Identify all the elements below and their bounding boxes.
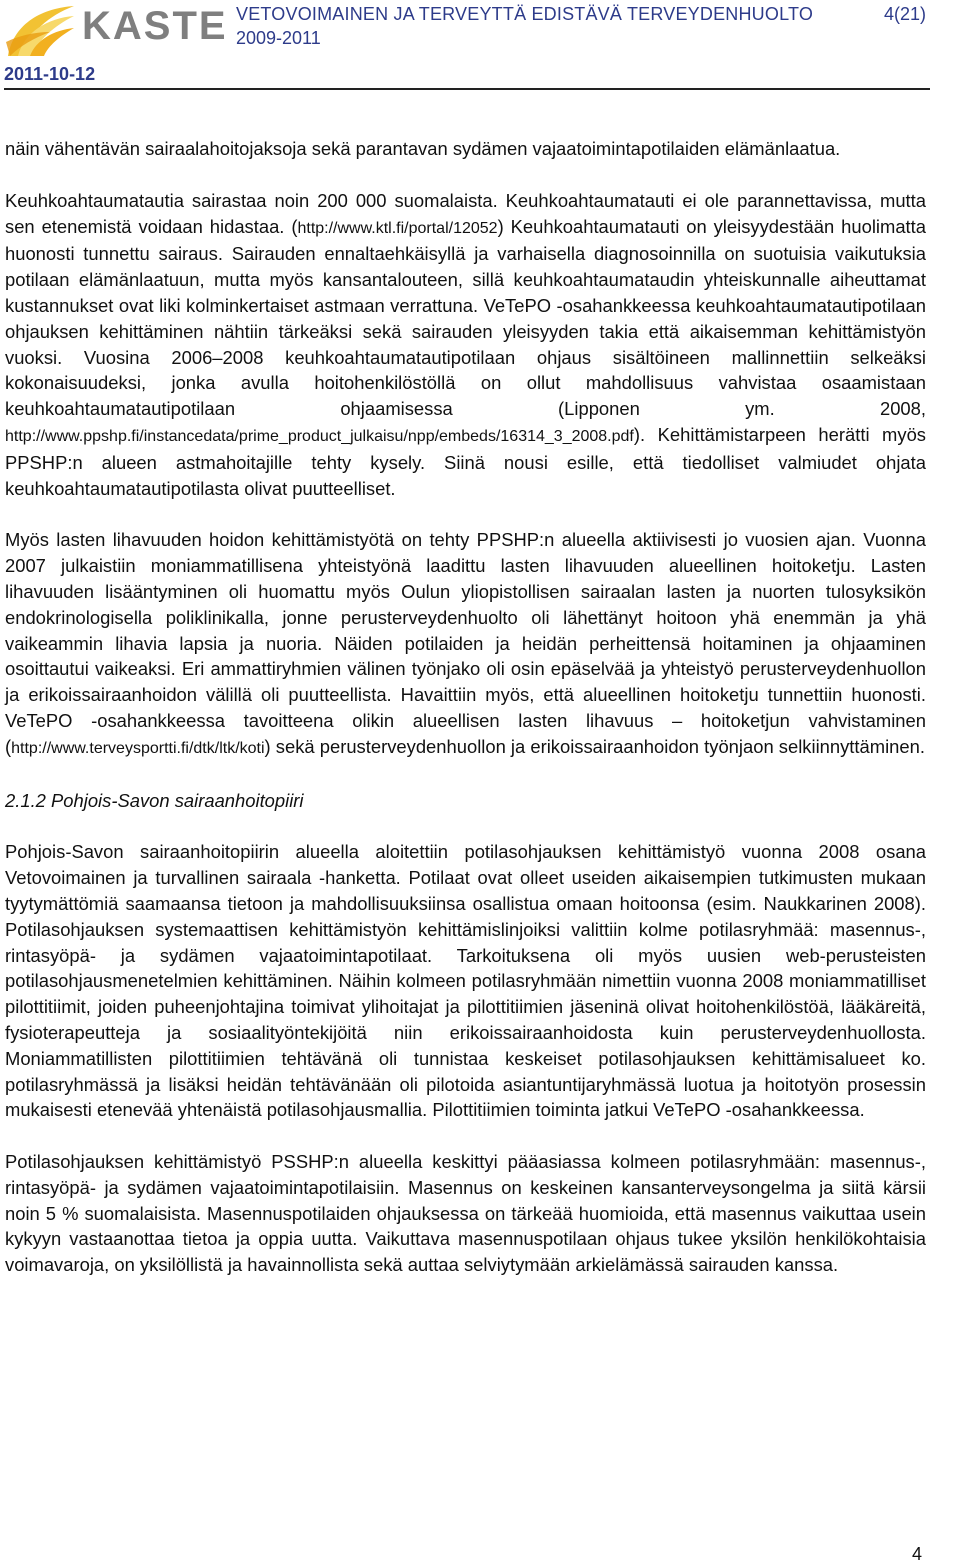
header-title: VETOVOIMAINEN JA TERVEYTTÄ EDISTÄVÄ TERVEYDENHUOLTO [236, 4, 814, 24]
paragraph-text: Potilasohjauksen kehittämistyö PSSHP:n alueella keskittyi pääasiassa kolmeen potilasryhmään: masennus-, rintasyöpä- ja sydämen vajaatoimintapotilaisiin. Masennus on keskeinen kansanterveysongelma ja siitä kärsii noin 5 % suomalaisista. Masennuspotilaiden ohjauksessa on tärkeää huomioida, että masennus vaikuttaa usein kykyyn vastaanottaa tietoa ja oppia uutta. Vaikuttava masennuspotilaan ohjaus tukee yksilön henkilökohtaisia voimavaroja, on yksilöllistä ja havainnollista sekä auttaa selviytymään arkielämässä sairauden kanssa. [5, 1151, 926, 1276]
paragraph-text: näin vähentävän sairaalahoitojaksoja sekä parantavan sydämen vajaatoimintapotilaiden elämänlaatua. [5, 138, 841, 159]
paragraph-text: Myös lasten lihavuuden hoidon kehittämistyötä on tehty PPSHP:n alueella aktiivisesti jo vuosien ajan. Vuonna 2007 julkaistiin moniammatillisena yhteistyönä laadittu lasten lihavuuden alueellinen hoitoketju. Lasten lihavuuden lisääntyminen oli huomattu myös Oulun yliopistollisen sairaalan lasten ja nuorten tulosyksikön endokrinologisella poliklinikalla, jonne perusterveydenhuolto oli lähettänyt hoitoon yhä enemmän ja yhä vaikeammin lihavia lapsia ja nuoria. Näiden potilaiden ja heidän perheittensä hoitaminen ja ohjaaminen osoittautui vaikeaksi. Eri ammattiryhmien välinen työnjako oli osin epäselvää ja yhteistyö perusterveydenhuollon ja erikoissairaanhoidon välillä oli puutteellista. Havaittiin myös, että alueellinen hoitoketju tunnettiin huonosti. VeTePO -osahankkeessa tavoitteena olikin alueellisen lasten lihavuus – hoitoketjun vahvistaminen ( [5, 529, 926, 757]
logo-swirl-icon [4, 2, 78, 60]
url-ppshp[interactable]: http://www.ppshp.fi/instancedata/prime_product_julkaisu/npp/embeds/16314_3_2008.pdf [5, 427, 634, 445]
header-page-count: 4(21) [884, 4, 927, 24]
paragraph-text: ). Kehittämistarpeen herätti myös PPSHP:n alueen astmahoitajille tehty kysely. Siinä nousi esille, että tiedolliset valmiudet ohjata keuhkoahtaumatautipotilasta olivat puutteelliset. [5, 423, 926, 499]
page-header [0, 0, 930, 90]
paragraph-4 [5, 839, 926, 1123]
paragraph-text: Keuhkoahtaumatautia sairastaa noin 200 000 suomalaista. Keuhkoahtaumatauti ei ole parannettavissa, mutta sen etenemistä voidaan hidastaa. ( [5, 189, 926, 237]
paragraph-5 [5, 1149, 926, 1278]
url-terveysportti[interactable]: http://www.terveysportti.fi/dtk/ltk/koti [11, 739, 265, 757]
header-date: 2011-10-12 [4, 64, 96, 84]
section-heading: 2.1.2 Pohjois-Savon sairaanhoitopiiri [5, 789, 304, 811]
header-years: 2009-2011 [236, 28, 321, 48]
header-divider [4, 88, 930, 90]
paragraph-3 [5, 527, 926, 761]
paragraph-text: ) sekä perusterveydenhuollon ja erikoissairaanhoidon työnjaon selkiinnyttäminen. [264, 735, 925, 757]
paragraph-2 [5, 188, 926, 502]
page-number: 4 [912, 1544, 923, 1564]
paragraph-text: Pohjois-Savon sairaanhoitopiirin alueella aloitettiin potilasohjauksen kehittämistyö vuonna 2008 osana Vetovoimainen ja turvallinen sairaala -hanketta. Potilaat ovat olleet useiden aikaisempien tutkimusten mukaan tyytymättömiä saamaansa tietoon ja mahdollisuuksiinsa osallistua omaan hoitoonsa (esim. Naukkarinen 2008). Potilasohjauksen systemaattisen kehittämistyön kehittämislinjoiksi valittiin kolme potilasryhmää: masennus-, rintasyöpä- ja sydämen vajaatoimintapotilaat. Tarkoituksena oli myös uusien web-perusteisten potilasohjausmenetelmien kehittäminen. Näihin kolmeen potilasryhmään nimettiin vuonna 2008 moniammatilliset pilottitiimit, joiden puheenjohtajina toimivat ylihoitajat ja pilottitiimien jäseninä olivat hoitohenkilöstöä, lääkäreitä, fysioterapeutteja ja sosiaalityöntekijöitä niin erikoissairaanhoidosta kuin perusterveydenhuollosta. Moniammatillisten pilottitiimien tehtävänä oli tunnistaa keskeiset potilasohjauksen kehittämisalueet ko. potilasryhmässä ja lisäksi heidän tehtävänään oli pilotoida asiantuntijaryhmässä luotua ja hoitotyön prosessin mukaisesti etenevää yhtenäistä potilasohjausmallia. Pilottitiimien toiminta jatkui VeTePO -osahankkeessa. [5, 841, 926, 1121]
paragraph-text: ) Keuhkoahtaumatauti on yleisyydestään huolimatta huonosti tunnettu sairaus. Sairauden ennaltaehkäisyllä ja varhaisella diagnosoinnilla on suotuisia vaikutuksia potilaan elämänlaatuun, mutta myös kansantalouteen, sillä keuhkoahtaumataudin yhteiskunnalle aiheuttamat kustannukset ovat liki kolminkertaiset astmaan verrattuna. VeTePO -osahankkeessa keuhkoahtaumatautipotilaan ohjauksen kehittäminen nähtiin tärkeäksi sekä sairauden yleisyyden takia että aikaisemman kehittämistyön vuoksi. Vuosina 2006–2008 keuhkoahtaumatautipotilaan ohjaus sisältöineen mallinnettiin selkeäksi kokonaisuudeksi, jonka avulla hoitohenkilöstöllä on ollut mahdollisuus vahvistaa osaamistaan keuhkoahtaumatautipotilaan ohjaamisessa (Lipponen ym. 2008, [5, 215, 926, 420]
logo-wordmark: KASTE [82, 4, 228, 48]
url-ktl[interactable]: http://www.ktl.fi/portal/12052 [297, 219, 498, 237]
kaste-logo [4, 2, 228, 60]
paragraph-1 [5, 136, 926, 162]
document-body [5, 136, 926, 1304]
